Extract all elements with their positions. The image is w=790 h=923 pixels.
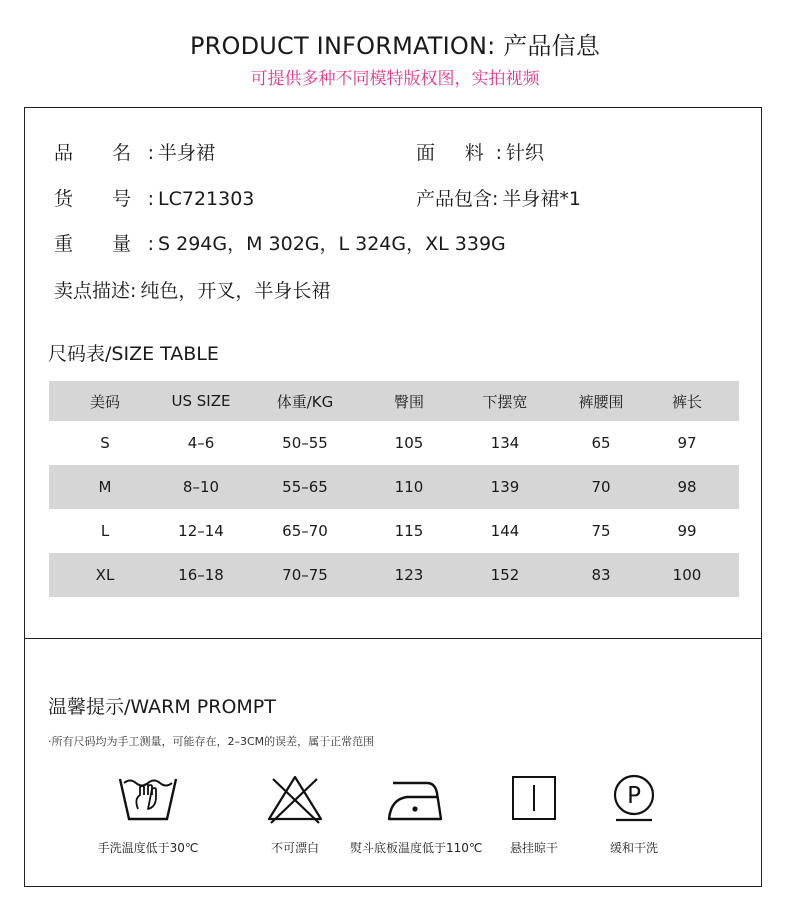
section-divider: [25, 638, 761, 639]
table-cell: 83: [591, 566, 611, 584]
table-cell: 115: [394, 522, 424, 540]
info-fabric: [416, 138, 544, 165]
info-sku-value: LC721303: [158, 188, 255, 210]
size-table: [49, 381, 739, 597]
info-contents-value: 半身裙*1: [502, 188, 581, 210]
info-fabric-value: 针织: [506, 142, 545, 164]
table-cell: 97: [677, 434, 697, 452]
info-panel: [24, 107, 762, 887]
header-cell: 美码: [89, 392, 120, 411]
table-cell: 50–55: [282, 434, 328, 452]
table-cell: L: [100, 522, 110, 540]
table-cell: 152: [490, 566, 520, 584]
table-cell: 65–70: [282, 522, 328, 540]
dry-clean-symbol: P: [627, 783, 641, 809]
page-subtitle: 可提供多种不同模特版权图，实拍视频: [250, 69, 540, 89]
table-cell: 12–14: [178, 522, 224, 540]
care-item-iron: [350, 773, 483, 856]
care-item-dry-clean: [569, 773, 699, 856]
iron-icon: [383, 773, 447, 825]
care-label: 不可漂白: [270, 841, 319, 855]
table-row: [49, 421, 739, 465]
info-fabric-label: 面 料:: [416, 142, 502, 164]
table-cell: 110: [394, 478, 424, 496]
info-name-label: 品 名:: [54, 142, 154, 164]
info-contents-label: 产品包含:: [416, 188, 499, 210]
info-sku-label: 货 号:: [54, 188, 154, 210]
care-label: 悬挂晾干: [509, 841, 558, 855]
info-selling: [54, 276, 330, 303]
table-cell: 70: [591, 478, 611, 496]
info-name-value: 半身裙: [158, 142, 216, 164]
table-cell: 65: [591, 434, 611, 452]
care-item-no-bleach: [230, 773, 360, 856]
info-selling-value: 纯色，开叉，半身长裙: [140, 280, 331, 302]
hand-wash-icon: [116, 773, 180, 825]
care-item-hand-wash: [83, 773, 213, 856]
table-row: [49, 553, 739, 597]
table-cell: 16–18: [178, 566, 224, 584]
table-cell: 99: [677, 522, 697, 540]
care-label: 缓和干洗: [609, 841, 658, 855]
info-weight: [54, 229, 506, 256]
hang-dry-icon: [502, 773, 566, 825]
table-cell: XL: [95, 566, 115, 584]
table-row: [49, 509, 739, 553]
table-cell: M: [98, 478, 112, 496]
table-cell: 100: [672, 566, 702, 584]
info-selling-label: 卖点描述:: [54, 280, 137, 302]
table-cell: 70–75: [282, 566, 328, 584]
dry-clean-icon: [602, 773, 666, 825]
header-cell: 臀围: [393, 392, 424, 411]
warm-prompt-title: 温馨提示/WARM PROMPT: [48, 696, 276, 718]
table-cell: 55–65: [282, 478, 328, 496]
table-cell: 123: [394, 566, 424, 584]
table-cell: 134: [490, 434, 520, 452]
table-cell: 105: [394, 434, 424, 452]
header-cell: US SIZE: [171, 392, 231, 410]
info-name: [54, 138, 215, 165]
no-bleach-icon: [263, 773, 327, 825]
size-table-title: 尺码表/SIZE TABLE: [48, 343, 219, 365]
table-cell: 75: [591, 522, 611, 540]
size-table-header: [49, 381, 739, 421]
table-cell: 8–10: [182, 478, 220, 496]
info-weight-value: S 294G，M 302G，L 324G，XL 339G: [158, 233, 506, 255]
measurement-note: ·所有尺码均为手工测量，可能存在，2–3CM的误差，属于正常范围: [48, 735, 375, 748]
info-weight-label: 重 量:: [54, 233, 154, 255]
care-label: 熨斗底板温度低于110℃: [350, 841, 483, 855]
info-sku: [54, 184, 254, 211]
header-cell: 体重/KG: [276, 392, 334, 411]
header-cell: 裤腰围: [578, 392, 624, 411]
table-row: [49, 465, 739, 509]
page-title: PRODUCT INFORMATION: 产品信息: [189, 32, 601, 60]
info-contents: [416, 184, 581, 211]
table-cell: S: [100, 434, 110, 452]
header-cell: 下摆宽: [482, 392, 528, 411]
table-cell: 98: [677, 478, 697, 496]
header-cell: 裤长: [671, 392, 702, 411]
table-cell: 144: [490, 522, 520, 540]
care-label: 手洗温度低于30℃: [97, 841, 199, 855]
table-cell: 4–6: [187, 434, 215, 452]
table-cell: 139: [490, 478, 520, 496]
